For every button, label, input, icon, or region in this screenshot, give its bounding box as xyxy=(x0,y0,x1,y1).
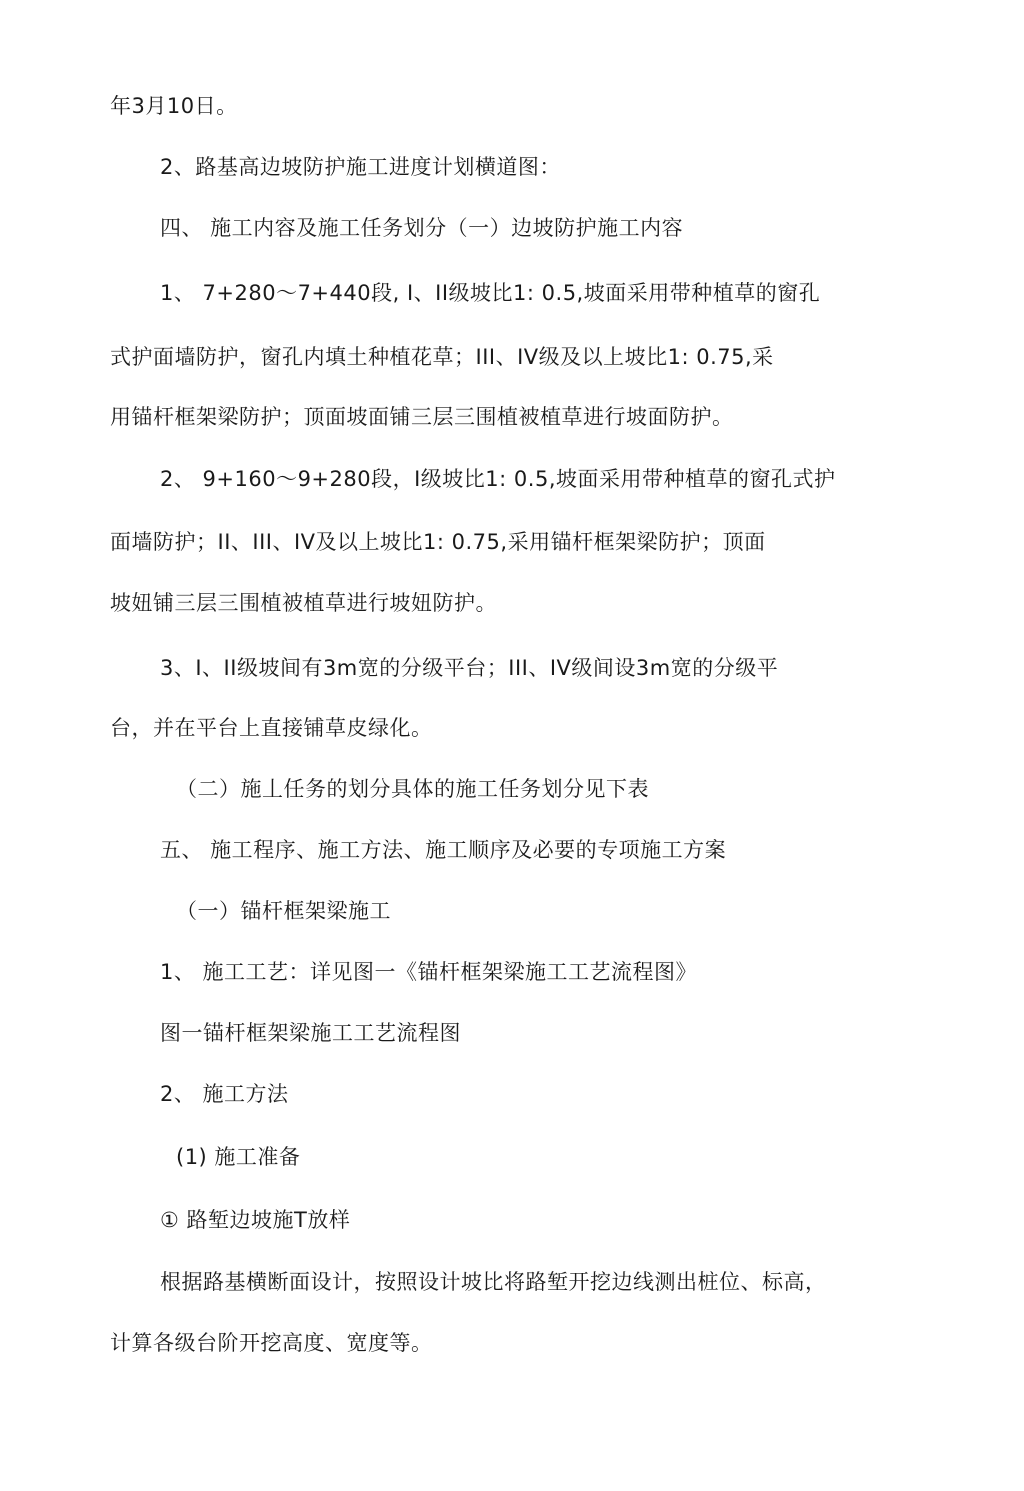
section-heading: 四、 施工内容及施工任务划分（一）边坡防护施工内容 xyxy=(160,216,684,240)
figure-caption: 图一锚杆框架梁施工工艺流程图 xyxy=(160,1021,461,1045)
text-line: 面墙防护；II、III、IV及以上坡比1: 0.75,采用锚杆框架梁防护；顶面 xyxy=(110,530,766,554)
text-line: 根据路基横断面设计，按照设计坡比将路堑开挖边线测出桩位、标高， xyxy=(160,1270,827,1294)
text-line: 1、 施工工艺：详见图一《锚杆框架梁施工工艺流程图》 xyxy=(160,960,698,984)
text-line: 2、 施工方法 xyxy=(160,1082,289,1106)
text-line: 2、 9+160～9+280段，I级坡比1: 0.5,坡面采用带种植草的窗孔式护 xyxy=(160,467,836,491)
text-line: ① 路堑边坡施T放样 xyxy=(160,1208,351,1232)
section-heading: 五、 施工程序、施工方法、施工顺序及必要的专项施工方案 xyxy=(160,838,727,862)
text-line: 式护面墙防护，窗孔内填土种植花草；III、IV级及以上坡比1: 0.75,采 xyxy=(110,345,774,369)
text-line: 年3月10日。 xyxy=(110,94,238,118)
text-line: 台，并在平台上直接铺草皮绿化。 xyxy=(110,716,433,740)
text-line: (1) 施工准备 xyxy=(176,1145,301,1169)
text-line: 用锚杆框架梁防护；顶面坡面铺三层三围植被植草进行坡面防护。 xyxy=(110,405,734,429)
subsection-heading: （一）锚杆框架梁施工 xyxy=(176,899,391,923)
text-line: 3、I、II级坡间有3m宽的分级平台；III、IV级间设3m宽的分级平 xyxy=(160,656,779,680)
text-line: 2、路基高边坡防护施工进度计划横道图： xyxy=(160,155,561,179)
text-line: 坡妞铺三层三围植被植草进行坡妞防护。 xyxy=(110,591,497,615)
text-line: 计算各级台阶开挖高度、宽度等。 xyxy=(110,1331,433,1355)
text-line: 1、 7+280～7+440段, I、II级坡比1: 0.5,坡面采用带种植草的窗孔 xyxy=(160,281,821,305)
subsection-heading: （二）施丄任务的划分具体的施工任务划分见下表 xyxy=(176,777,649,801)
